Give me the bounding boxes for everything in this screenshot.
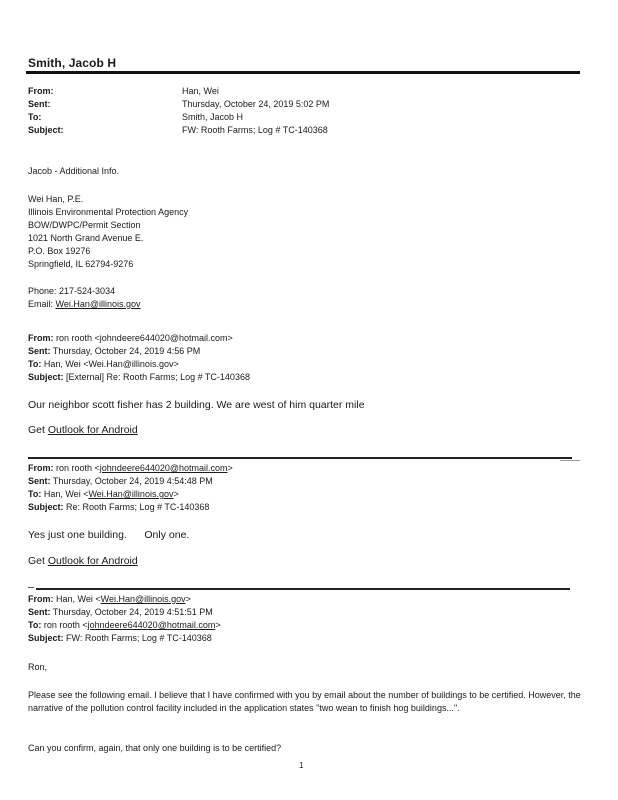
msg2-to-link[interactable]: Wei.Han@illinois.gov: [88, 489, 174, 499]
msg3-from-link[interactable]: Wei.Han@illinois.gov: [100, 594, 186, 604]
from-value: Han, Wei: [182, 86, 219, 96]
msg3-greeting: Ron,: [28, 662, 48, 672]
subject-label: Subject:: [28, 125, 64, 135]
msg2-subject-line: [28, 502, 209, 512]
msg1-subject-line: [28, 372, 250, 382]
msg3-sent-value: Thursday, October 24, 2019 4:51:51 PM: [52, 607, 213, 617]
msg3-paragraph-2: Can you confirm, again, that only one building is to be certified?: [28, 743, 282, 753]
msg2-from-prefix: ron rooth <: [56, 463, 100, 473]
msg1-from-label: From:: [28, 333, 54, 343]
signature-phone: Phone: 217-524-3034: [28, 286, 116, 296]
msg2-get-outlook: [28, 555, 138, 567]
msg1-from-line: [28, 333, 233, 343]
msg2-body: Yes just one building. Only one.: [28, 529, 190, 541]
separator-1: [28, 457, 572, 459]
msg1-outlook-link[interactable]: Outlook for Android: [47, 424, 138, 436]
msg2-subject-label: Subject:: [28, 502, 64, 512]
signature-pobox: P.O. Box 19276: [28, 246, 91, 256]
separator-1-tail: [560, 460, 580, 461]
msg3-paragraph-1: Please see the following email. I believe that I have confirmed with you by email about the number of buildings to be certified. However, the narrative of the pollution control facility included in the application states "two wean to finish hog buildings...".: [28, 690, 581, 713]
msg1-sent-value: Thursday, October 24, 2019 4:56 PM: [52, 346, 201, 356]
msg2-get-prefix: Get: [28, 555, 48, 567]
from-label: From:: [28, 86, 54, 96]
signature-section: BOW/DWPC/Permit Section: [28, 220, 141, 230]
msg3-subject-line: [28, 633, 212, 643]
msg1-sent-label: Sent:: [28, 346, 51, 356]
msg1-from-value: ron rooth <johndeere644020@hotmail.com>: [56, 333, 233, 343]
msg2-subject-value: Re: Rooth Farms; Log # TC-140368: [66, 502, 210, 512]
sender-name: Smith, Jacob H: [28, 56, 117, 70]
msg2-from-link[interactable]: johndeere644020@hotmail.com: [99, 463, 228, 473]
msg2-sent-line: [28, 476, 213, 486]
msg2-to-suffix: >: [173, 489, 179, 499]
msg3-to-label: To:: [28, 620, 42, 630]
signature-city: Springfield, IL 62794-9276: [28, 259, 134, 269]
msg1-subject-value: [External] Re: Rooth Farms; Log # TC-140368: [66, 372, 250, 382]
msg1-subject-label: Subject:: [28, 372, 64, 382]
sent-label: Sent:: [28, 99, 51, 109]
msg3-to-prefix: ron rooth <: [43, 620, 88, 630]
header-rule: [26, 71, 580, 74]
msg3-from-label: From:: [28, 594, 54, 604]
separator-2-head: [28, 587, 34, 588]
signature-agency: Illinois Environmental Protection Agency: [28, 207, 189, 217]
msg3-to-link[interactable]: johndeere644020@hotmail.com: [87, 620, 216, 630]
to-value: Smith, Jacob H: [182, 112, 244, 122]
msg1-to-line: [28, 359, 179, 369]
msg2-to-prefix: Han, Wei <: [43, 489, 89, 499]
msg2-sent-label: Sent:: [28, 476, 51, 486]
msg3-subject-label: Subject:: [28, 633, 64, 643]
sent-value: Thursday, October 24, 2019 5:02 PM: [182, 99, 330, 109]
msg2-from-suffix: >: [227, 463, 233, 473]
msg1-sent-line: [28, 346, 200, 356]
msg3-subject-value: FW: Rooth Farms; Log # TC-140368: [66, 633, 212, 643]
to-label: To:: [28, 112, 42, 122]
intro-line: Jacob - Additional Info.: [28, 166, 120, 176]
msg3-from-suffix: >: [185, 594, 191, 604]
msg3-to-suffix: >: [215, 620, 221, 630]
signature-email-label: Email:: [28, 299, 54, 309]
signature-name: Wei Han, P.E.: [28, 194, 84, 204]
msg1-to-label: To:: [28, 359, 42, 369]
signature-email-line: [28, 299, 141, 309]
signature-street: 1021 North Grand Avenue E.: [28, 233, 144, 243]
msg2-outlook-link[interactable]: Outlook for Android: [47, 555, 138, 567]
separator-2: [36, 588, 570, 590]
msg3-from-prefix: Han, Wei <: [56, 594, 101, 604]
msg3-to-line: [28, 620, 221, 630]
msg2-to-label: To:: [28, 489, 42, 499]
page-number: 1: [299, 761, 304, 770]
msg2-from-line: [28, 463, 233, 473]
msg2-from-label: From:: [28, 463, 54, 473]
msg1-body: Our neighbor scott fisher has 2 building. We are west of him quarter mile: [28, 399, 365, 411]
signature-email-link[interactable]: Wei.Han@illinois.gov: [55, 299, 141, 309]
msg3-sent-line: [28, 607, 213, 617]
msg2-to-line: [28, 489, 179, 499]
msg1-get-prefix: Get: [28, 424, 48, 436]
msg2-sent-value: Thursday, October 24, 2019 4:54:48 PM: [52, 476, 213, 486]
subject-value: FW: Rooth Farms; Log # TC-140368: [182, 125, 328, 135]
msg3-sent-label: Sent:: [28, 607, 51, 617]
msg1-get-outlook: [28, 424, 138, 436]
msg3-from-line: [28, 594, 191, 604]
msg1-to-value: Han, Wei <Wei.Han@illinois.gov>: [43, 359, 179, 369]
